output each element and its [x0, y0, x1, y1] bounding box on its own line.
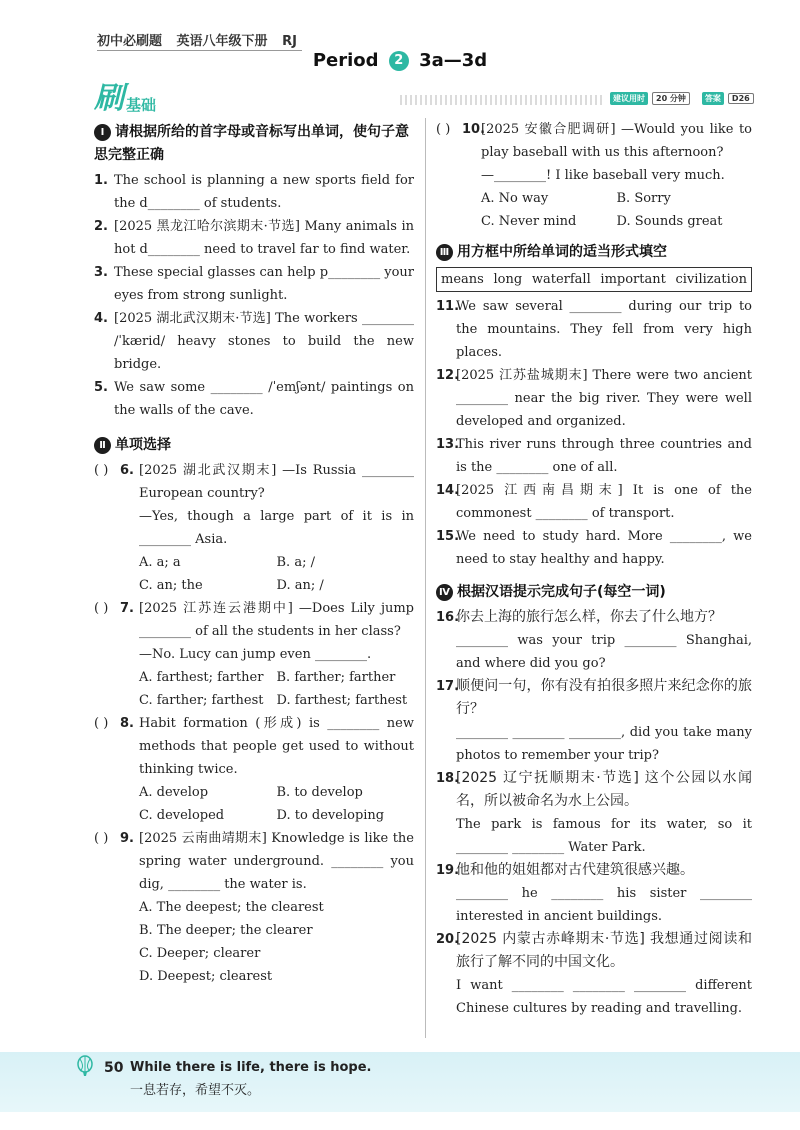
section-badge: Ⅱ [94, 437, 111, 454]
question-number: 3. [94, 265, 108, 280]
section-title-text: 用方框中所给单词的适当形式填空 [457, 244, 667, 260]
option-row [481, 187, 752, 210]
question-item [436, 295, 752, 364]
question-item [436, 479, 752, 525]
section-badge: Ⅲ [436, 244, 453, 261]
section-4-questions [436, 606, 752, 1020]
question-item [94, 261, 414, 307]
question-text: [2025 湖北武汉期末·节选] The workers ________ /ˈkærid/ heavy stones to build the new bridge. [114, 311, 414, 372]
english-sentence: The park is famous for its water, so it ________ ________ Water Park. [456, 817, 752, 855]
answer-bracket: ( ) [94, 716, 109, 731]
option: C. Deeper; clearer [139, 946, 261, 961]
option: B. to develop [276, 785, 363, 800]
question-text: [2025 江苏盐城期末] There were two ancient ________ near the big river. They were well developed and organized. [456, 368, 752, 429]
question-number: 18. [436, 771, 460, 786]
series-name: 初中必刷题 [97, 34, 163, 49]
answer-bracket: ( ) [94, 831, 109, 846]
mcq-item [436, 118, 752, 233]
period-prefix: Period [312, 50, 379, 71]
question-number: 1. [94, 173, 108, 188]
question-number: 9. [120, 831, 134, 846]
question-text: [2025 湖北武汉期末] —Is Russia ________ European country? —Yes, though a large part of it is in ________ Asia. [139, 463, 414, 547]
question-number: 7. [120, 601, 134, 616]
word-option: waterfall [531, 272, 591, 287]
english-sentence: ________ ________ ________, did you take many photos to remember your trip? [456, 725, 752, 763]
question-text: [2025 江西南昌期末] It is one of the commonest ________ of transport. [456, 483, 752, 521]
section-badge: Ⅰ [94, 124, 111, 141]
question-number: 19. [436, 863, 460, 878]
chinese-prompt: [2025 辽宁抚顺期末·节选] 这个公园以水闻名，所以被命名为水上公园。 [456, 770, 752, 809]
word-option: long [493, 272, 523, 287]
option-row [139, 689, 414, 712]
mcq-item [94, 597, 414, 712]
left-column [94, 118, 414, 988]
question-text: [2025 云南曲靖期末] Knowledge is like the spring water underground. ________ you dig, ________ the water is. [139, 831, 414, 892]
question-item [436, 928, 752, 1020]
section-1-questions [94, 169, 414, 422]
decorative-dots [400, 95, 605, 105]
english-sentence: I want ________ ________ ________ different Chinese cultures by reading and travelling. [456, 978, 752, 1016]
section-3-title [436, 241, 752, 264]
section-2-title [94, 434, 414, 457]
section-2-questions [94, 459, 414, 988]
question-item [94, 169, 414, 215]
question-item [436, 675, 752, 767]
option-row [139, 551, 414, 574]
answer-bracket: ( ) [436, 122, 451, 137]
option-row [139, 781, 414, 804]
chinese-prompt: 他和他的姐姐都对古代建筑很感兴趣。 [456, 862, 694, 878]
option: A. No way [481, 191, 549, 206]
option: B. Sorry [616, 191, 671, 206]
option: B. a; / [276, 555, 315, 570]
question-number: 15. [436, 529, 460, 544]
english-sentence: ________ he ________ his sister ________ interested in ancient buildings. [456, 886, 752, 924]
options [139, 551, 414, 597]
question-number: 20. [436, 932, 460, 947]
question-number: 6. [120, 463, 134, 478]
chinese-prompt: 你去上海的旅行怎么样，你去了什么地方？ [456, 609, 722, 625]
section-4-title [436, 581, 752, 604]
question-item [436, 859, 752, 928]
time-value: 20 分钟 [652, 92, 690, 105]
option: D. an; / [276, 578, 324, 593]
option: A. The deepest; the clearest [139, 900, 324, 915]
english-sentence: ________ was your trip ________ Shanghai, and where did you go? [456, 633, 752, 671]
question-number: 12. [436, 368, 460, 383]
option-row [139, 666, 414, 689]
word-box [436, 267, 752, 292]
question-item [94, 376, 414, 422]
options [139, 666, 414, 712]
subject-name: 英语八年级下册 [176, 34, 268, 49]
question-number: 4. [94, 311, 108, 326]
brand-logo [94, 81, 157, 116]
question-text: [2025 安徽合肥调研] —Would you like to play baseball with us this afternoon? —________! I like baseball very much. [481, 122, 752, 183]
column-divider [425, 118, 426, 1038]
period-range: 3a—3d [419, 50, 488, 71]
word-option: civilization [675, 272, 747, 287]
question-item [436, 364, 752, 433]
question-item [436, 767, 752, 859]
options [139, 781, 414, 827]
question-text: We saw some ________ /ˈemʃənt/ paintings on the walls of the cave. [114, 380, 414, 418]
question-text: [2025 黑龙江哈尔滨期末·节选] Many animals in hot d________ need to travel far to find water. [114, 219, 414, 257]
option: C. Never mind [481, 214, 577, 229]
question-number: 13. [436, 437, 460, 452]
answer-bracket: ( ) [94, 601, 109, 616]
option-row [139, 574, 414, 597]
word-option: means [441, 272, 484, 287]
option: B. farther; farther [276, 670, 396, 685]
motto-english: While there is life, there is hope. [130, 1060, 372, 1075]
chinese-prompt: [2025 内蒙古赤峰期末·节选] 我想通过阅读和旅行了解不同的中国文化。 [456, 931, 752, 970]
option: A. farthest; farther [139, 670, 264, 685]
option: B. The deeper; the clearer [139, 923, 313, 938]
question-text: [2025 江苏连云港期中] —Does Lily jump ________ of all the students in her class? —No. Lucy can jump even ________. [139, 601, 414, 662]
section-2-continued [436, 118, 752, 233]
question-item [436, 525, 752, 571]
question-number: 11. [436, 299, 460, 314]
option: C. developed [139, 808, 225, 823]
question-number: 10. [462, 122, 486, 137]
period-number: 2 [389, 51, 409, 71]
question-text: Habit formation (形成) is ________ new methods that people get used to without thinking twice. [139, 716, 414, 777]
options [139, 896, 414, 988]
question-item [94, 215, 414, 261]
question-number: 5. [94, 380, 108, 395]
footer [0, 1052, 800, 1112]
mcq-item [94, 459, 414, 597]
brand-big: 刷 [94, 81, 124, 116]
option: D. farthest; farthest [276, 693, 408, 708]
brand-small: 基础 [126, 96, 157, 114]
option: D. Deepest; clearest [139, 969, 273, 984]
option: C. farther; farthest [139, 693, 264, 708]
section-title-text: 请根据所给的首字母或音标写出单词，使句子意思完整正确 [94, 124, 409, 163]
section-3-questions [436, 295, 752, 571]
answer-page: D26 [728, 93, 754, 104]
balloon-icon [74, 1055, 96, 1077]
option: D. to developing [276, 808, 385, 823]
answer-label: 答案 [702, 92, 724, 105]
question-number: 2. [94, 219, 108, 234]
question-text: This river runs through three countries and is the ________ one of all. [456, 437, 752, 475]
question-item [436, 433, 752, 479]
mcq-item [94, 712, 414, 827]
right-column [436, 118, 752, 1020]
motto-chinese: 一息若存，希望不灭。 [130, 1083, 261, 1098]
question-number: 14. [436, 483, 460, 498]
time-label: 建议用时 [610, 92, 648, 105]
question-number: 16. [436, 610, 460, 625]
question-text: We saw several ________ during our trip to the mountains. They fell from very high places. [456, 299, 752, 360]
question-item [436, 606, 752, 675]
answer-bracket: ( ) [94, 463, 109, 478]
page-number: 50 [104, 1060, 124, 1076]
section-title-text: 单项选择 [115, 437, 171, 453]
option-row [481, 210, 752, 233]
question-number: 17. [436, 679, 460, 694]
chinese-prompt: 顺便问一句，你有没有拍很多照片来纪念你的旅行？ [456, 678, 752, 717]
question-item [94, 307, 414, 376]
question-text: These special glasses can help p________ your eyes from strong sunlight. [114, 265, 414, 303]
option: A. develop [139, 785, 209, 800]
word-option: important [600, 272, 666, 287]
question-number: 8. [120, 716, 134, 731]
mcq-item [94, 827, 414, 988]
header [97, 30, 307, 49]
time-suggestion [610, 92, 754, 105]
question-text: The school is planning a new sports field for the d________ of students. [114, 173, 414, 211]
option: D. Sounds great [616, 214, 723, 229]
options [481, 187, 752, 233]
edition: RJ [282, 34, 297, 49]
section-1-title [94, 121, 414, 167]
option: A. a; a [139, 555, 181, 570]
question-text: We need to study hard. More ________, we need to stay healthy and happy. [456, 529, 752, 567]
period-title [0, 50, 800, 71]
option-row [139, 804, 414, 827]
option: C. an; the [139, 578, 203, 593]
section-title-text: 根据汉语提示完成句子(每空一词) [457, 584, 666, 600]
section-badge: Ⅳ [436, 584, 453, 601]
